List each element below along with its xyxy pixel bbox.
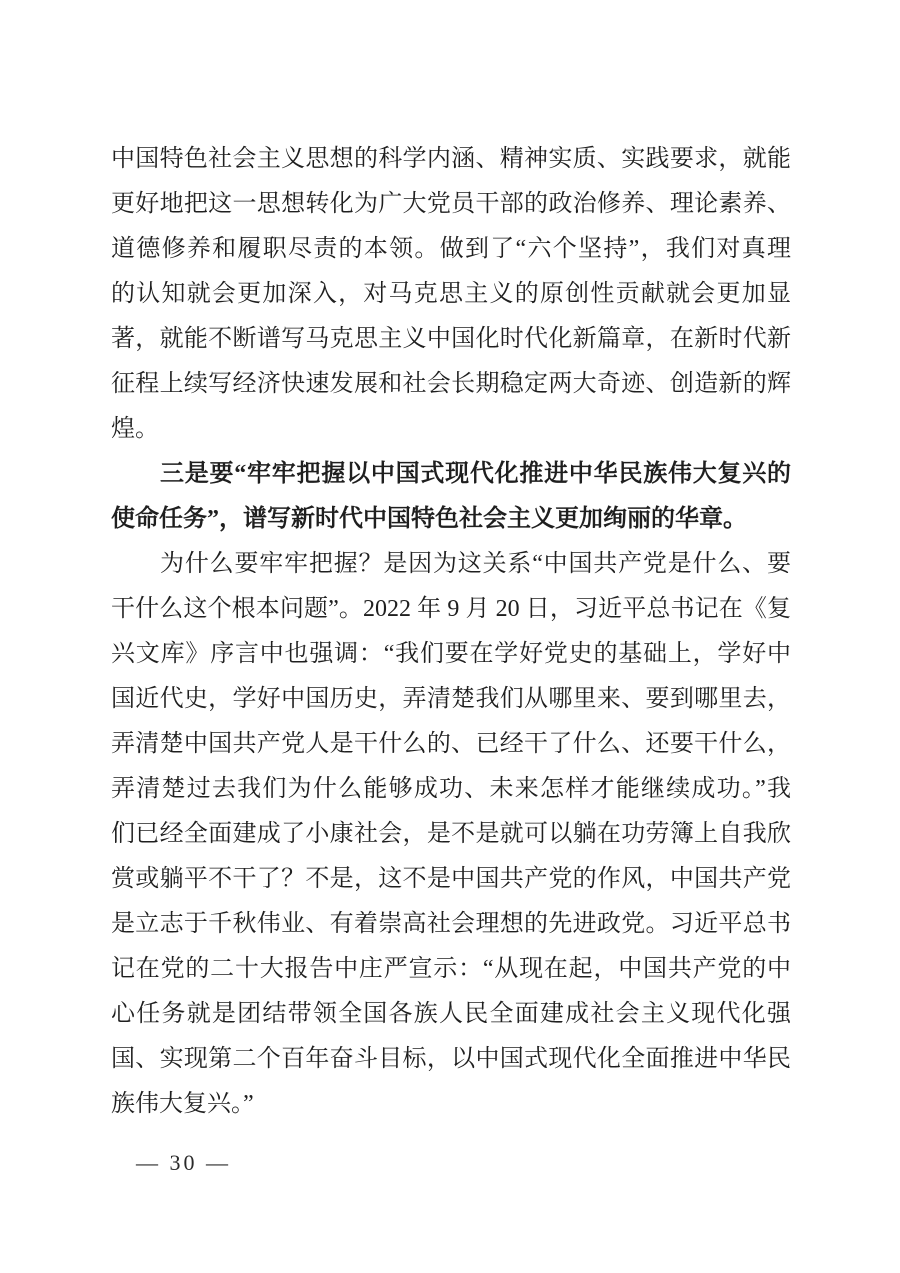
heading-line: 使命任务”，谱写新时代中国特色社会主义更加绚丽的华章。 [111, 506, 747, 532]
text-line: 是立志于千秋伟业、有着崇高社会理想的先进政党。习近平总书 [111, 911, 791, 937]
text-line: 煌。 [111, 416, 159, 442]
text-line: 国近代史，学好中国历史，弄清楚我们从哪里来、要到哪里去， [111, 686, 791, 712]
heading-line: 三是要“牢牢把握以中国式现代化推进中华民族伟大复兴的 [160, 461, 791, 487]
text-line: 赏或躺平不干了？不是，这不是中国共产党的作风，中国共产党 [111, 866, 791, 892]
text-line: 的认知就会更加深入，对马克思主义的原创性贡献就会更加显 [111, 281, 791, 307]
text-line: 道德修养和履职尽责的本领。做到了“六个坚持”，我们对真理 [111, 236, 791, 262]
text-line: 国、实现第二个百年奋斗目标，以中国式现代化全面推进中华民 [111, 1046, 791, 1072]
text-line: 心任务就是团结带领全国各族人民全面建成社会主义现代化强 [111, 1001, 791, 1027]
text-line: 为什么要牢牢把握？是因为这关系“中国共产党是什么、要 [160, 551, 791, 577]
text-line: 记在党的二十大报告中庄严宣示：“从现在起，中国共产党的中 [111, 956, 791, 982]
text-line: 族伟大复兴。” [111, 1091, 254, 1117]
text-line: 更好地把这一思想转化为广大党员干部的政治修养、理论素养、 [111, 191, 791, 217]
text-block [111, 137, 791, 1127]
text-line: 们已经全面建成了小康社会，是不是就可以躺在功劳簿上自我欣 [111, 821, 791, 847]
text-line: 中国特色社会主义思想的科学内涵、精神实质、实践要求，就能 [111, 146, 791, 172]
text-line: 著，就能不断谱写马克思主义中国化时代化新篇章，在新时代新 [111, 326, 791, 352]
text-line: 干什么这个根本问题”。2022 年 9 月 20 日，习近平总书记在《复 [111, 596, 791, 622]
text-line: 弄清楚过去我们为什么能够成功、未来怎样才能继续成功。”我 [111, 776, 791, 802]
text-line: 征程上续写经济快速发展和社会长期稳定两大奇迹、创造新的辉 [111, 371, 791, 397]
page-number-footer: — 30 — [136, 1150, 231, 1175]
section-heading [111, 452, 791, 542]
text-line: 兴文库》序言中也强调：“我们要在学好党史的基础上，学好中 [111, 641, 791, 667]
text-line: 弄清楚中国共产党人是干什么的、已经干了什么、还要干什么， [111, 731, 791, 757]
paragraph-body [111, 542, 791, 1127]
paragraph-continuation [111, 137, 791, 452]
